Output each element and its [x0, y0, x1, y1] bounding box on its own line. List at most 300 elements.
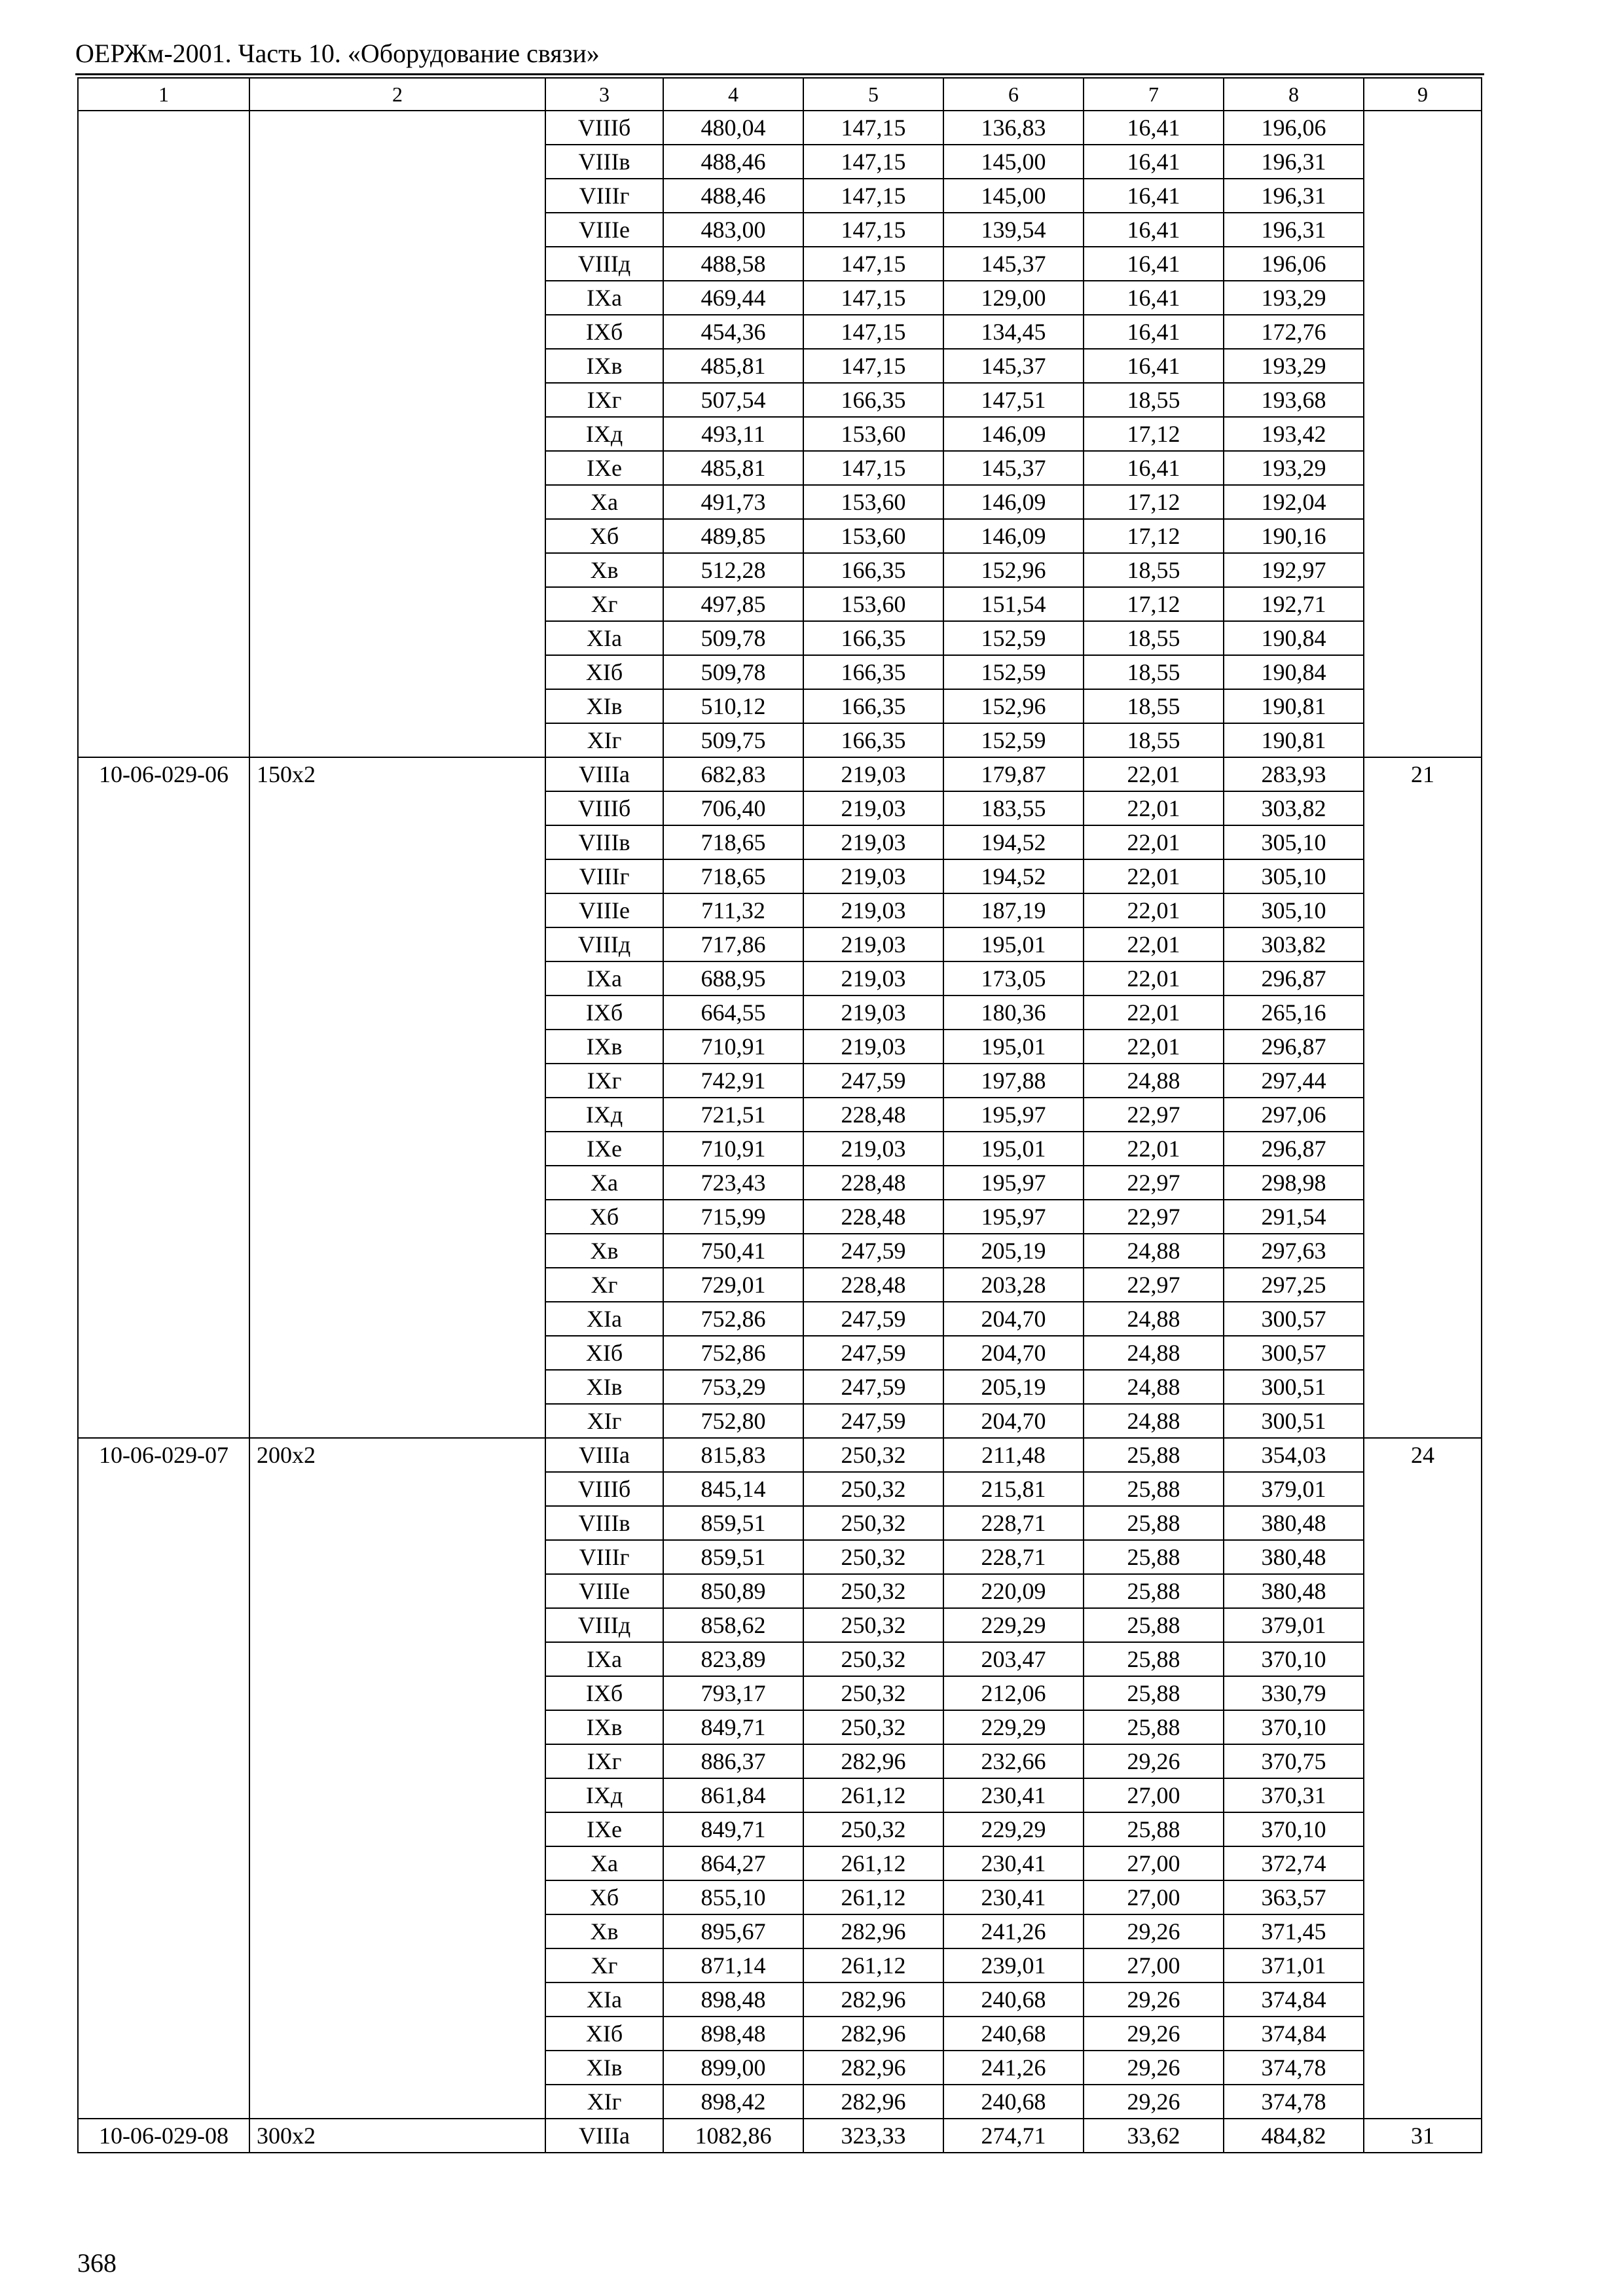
value-cell: 721,51	[663, 1098, 803, 1132]
value-cell: 24,88	[1084, 1336, 1224, 1370]
value-cell: 305,10	[1224, 893, 1364, 927]
value-cell: 239,01	[943, 1948, 1084, 1982]
value-cell: 250,32	[803, 1812, 943, 1846]
value-cell: 204,70	[943, 1404, 1084, 1438]
value-cell: 204,70	[943, 1336, 1084, 1370]
value-cell: 183,55	[943, 791, 1084, 825]
value-cell: 27,00	[1084, 1880, 1224, 1914]
value-cell: 146,09	[943, 485, 1084, 519]
zone-cell: VIIIб	[545, 111, 663, 145]
value-cell: 718,65	[663, 859, 803, 893]
value-cell: 250,32	[803, 1642, 943, 1676]
value-cell: 850,89	[663, 1574, 803, 1608]
zone-cell: VIIIб	[545, 1472, 663, 1506]
value-cell: 29,26	[1084, 2017, 1224, 2051]
value-cell: 682,83	[663, 757, 803, 791]
value-cell: 488,58	[663, 247, 803, 281]
value-cell: 469,44	[663, 281, 803, 315]
value-cell: 25,88	[1084, 1642, 1224, 1676]
value-cell: 195,01	[943, 1132, 1084, 1166]
value-cell: 300,57	[1224, 1336, 1364, 1370]
table-row	[78, 111, 1482, 145]
value-cell: 509,78	[663, 655, 803, 689]
value-cell: 134,45	[943, 315, 1084, 349]
zone-cell: IXа	[545, 961, 663, 996]
value-cell: 380,48	[1224, 1506, 1364, 1540]
value-cell: 153,60	[803, 485, 943, 519]
value-cell: 25,88	[1084, 1812, 1224, 1846]
value-cell: 232,66	[943, 1744, 1084, 1778]
value-cell: 17,12	[1084, 519, 1224, 553]
value-cell: 247,59	[803, 1336, 943, 1370]
value-cell: 859,51	[663, 1540, 803, 1574]
column-header-1: 1	[78, 78, 249, 111]
value-cell: 29,26	[1084, 1914, 1224, 1948]
value-cell: 752,80	[663, 1404, 803, 1438]
column-header-5: 5	[803, 78, 943, 111]
value-cell: 193,42	[1224, 417, 1364, 451]
value-cell: 29,26	[1084, 1982, 1224, 2017]
zone-cell: Xв	[545, 1234, 663, 1268]
value-cell: 17,12	[1084, 485, 1224, 519]
value-cell: 484,82	[1224, 2119, 1364, 2153]
value-cell: 297,06	[1224, 1098, 1364, 1132]
value-cell: 17,12	[1084, 587, 1224, 621]
value-cell: 219,03	[803, 757, 943, 791]
value-cell: 370,10	[1224, 1710, 1364, 1744]
value-cell: 219,03	[803, 893, 943, 927]
table-body	[78, 111, 1482, 2153]
value-cell: 147,15	[803, 145, 943, 179]
zone-cell: IXг	[545, 1064, 663, 1098]
value-cell: 179,87	[943, 757, 1084, 791]
value-cell: 204,70	[943, 1302, 1084, 1336]
value-cell: 247,59	[803, 1370, 943, 1404]
value-cell: 282,96	[803, 1982, 943, 2017]
value-cell: 742,91	[663, 1064, 803, 1098]
value-cell: 22,01	[1084, 791, 1224, 825]
value-cell: 480,04	[663, 111, 803, 145]
value-cell: 858,62	[663, 1608, 803, 1642]
value-cell: 27,00	[1084, 1948, 1224, 1982]
value-cell: 25,88	[1084, 1438, 1224, 1472]
value-cell: 241,26	[943, 2051, 1084, 2085]
value-cell: 219,03	[803, 791, 943, 825]
value-cell: 855,10	[663, 1880, 803, 1914]
zone-cell: IXг	[545, 1744, 663, 1778]
zone-cell: IXг	[545, 383, 663, 417]
value-cell: 864,27	[663, 1846, 803, 1880]
value-cell: 24,88	[1084, 1234, 1224, 1268]
value-cell: 147,15	[803, 179, 943, 213]
value-cell: 187,19	[943, 893, 1084, 927]
value-cell: 753,29	[663, 1370, 803, 1404]
value-cell: 196,31	[1224, 213, 1364, 247]
value-cell: 25,88	[1084, 1540, 1224, 1574]
value-cell: 152,59	[943, 621, 1084, 655]
value-cell: 22,01	[1084, 961, 1224, 996]
value-cell: 379,01	[1224, 1608, 1364, 1642]
value-cell: 16,41	[1084, 213, 1224, 247]
value-cell: 488,46	[663, 145, 803, 179]
value-cell: 380,48	[1224, 1574, 1364, 1608]
value-cell: 370,10	[1224, 1812, 1364, 1846]
value-cell: 219,03	[803, 996, 943, 1030]
value-cell: 379,01	[1224, 1472, 1364, 1506]
value-cell: 250,32	[803, 1710, 943, 1744]
value-cell: 18,55	[1084, 383, 1224, 417]
value-cell: 172,76	[1224, 315, 1364, 349]
value-cell: 282,96	[803, 2051, 943, 2085]
value-cell: 871,14	[663, 1948, 803, 1982]
value-cell: 219,03	[803, 825, 943, 859]
value-cell: 230,41	[943, 1846, 1084, 1880]
column-header-2: 2	[249, 78, 545, 111]
column-header-6: 6	[943, 78, 1084, 111]
value-cell: 229,29	[943, 1608, 1084, 1642]
value-cell: 24,88	[1084, 1064, 1224, 1098]
value-cell: 196,06	[1224, 111, 1364, 145]
value-cell: 274,71	[943, 2119, 1084, 2153]
value-cell: 17,12	[1084, 417, 1224, 451]
value-cell: 192,97	[1224, 553, 1364, 587]
value-cell: 715,99	[663, 1200, 803, 1234]
zone-cell: Xб	[545, 1880, 663, 1914]
zone-cell: IXа	[545, 1642, 663, 1676]
value-cell: 166,35	[803, 723, 943, 757]
value-cell: 29,26	[1084, 1744, 1224, 1778]
value-cell: 247,59	[803, 1234, 943, 1268]
zone-cell: XIа	[545, 1302, 663, 1336]
value-cell: 297,25	[1224, 1268, 1364, 1302]
value-cell: 203,28	[943, 1268, 1084, 1302]
value-cell: 265,16	[1224, 996, 1364, 1030]
value-cell: 229,29	[943, 1710, 1084, 1744]
value-cell: 147,15	[803, 451, 943, 485]
value-cell: 16,41	[1084, 315, 1224, 349]
zone-cell: XIг	[545, 1404, 663, 1438]
zone-cell: VIIIд	[545, 247, 663, 281]
value-cell: 282,96	[803, 2017, 943, 2051]
value-cell: 212,06	[943, 1676, 1084, 1710]
value-cell: 509,78	[663, 621, 803, 655]
value-cell: 282,96	[803, 2085, 943, 2119]
value-cell: 194,52	[943, 859, 1084, 893]
zone-cell: Xг	[545, 1268, 663, 1302]
value-cell: 895,67	[663, 1914, 803, 1948]
zone-cell: IXв	[545, 1030, 663, 1064]
zone-cell: Xа	[545, 485, 663, 519]
value-cell: 196,31	[1224, 179, 1364, 213]
value-cell: 363,57	[1224, 1880, 1364, 1914]
value-cell: 729,01	[663, 1268, 803, 1302]
zone-cell: IXа	[545, 281, 663, 315]
value-cell: 898,48	[663, 2017, 803, 2051]
value-cell: 195,01	[943, 927, 1084, 961]
value-cell: 230,41	[943, 1880, 1084, 1914]
value-cell: 195,97	[943, 1200, 1084, 1234]
group-size-cell	[249, 111, 545, 757]
value-cell: 193,29	[1224, 451, 1364, 485]
value-cell: 509,75	[663, 723, 803, 757]
page-number: 368	[77, 2248, 117, 2278]
value-cell: 25,88	[1084, 1676, 1224, 1710]
value-cell: 25,88	[1084, 1472, 1224, 1506]
value-cell: 1082,86	[663, 2119, 803, 2153]
value-cell: 152,59	[943, 655, 1084, 689]
value-cell: 24,88	[1084, 1370, 1224, 1404]
value-cell: 190,81	[1224, 723, 1364, 757]
zone-cell: XIа	[545, 621, 663, 655]
value-cell: 305,10	[1224, 859, 1364, 893]
zone-cell: IXв	[545, 349, 663, 383]
group-size-cell: 300х2	[249, 2119, 545, 2153]
value-cell: 323,33	[803, 2119, 943, 2153]
value-cell: 723,43	[663, 1166, 803, 1200]
value-cell: 153,60	[803, 587, 943, 621]
zone-cell: VIIIб	[545, 791, 663, 825]
value-cell: 196,31	[1224, 145, 1364, 179]
value-cell: 241,26	[943, 1914, 1084, 1948]
value-cell: 664,55	[663, 996, 803, 1030]
value-cell: 296,87	[1224, 1030, 1364, 1064]
value-cell: 147,15	[803, 247, 943, 281]
value-cell: 147,15	[803, 111, 943, 145]
value-cell: 250,32	[803, 1472, 943, 1506]
value-cell: 710,91	[663, 1030, 803, 1064]
value-cell: 197,88	[943, 1064, 1084, 1098]
value-cell: 192,04	[1224, 485, 1364, 519]
value-cell: 22,97	[1084, 1098, 1224, 1132]
value-cell: 823,89	[663, 1642, 803, 1676]
value-cell: 374,78	[1224, 2051, 1364, 2085]
value-cell: 297,44	[1224, 1064, 1364, 1098]
value-cell: 145,37	[943, 451, 1084, 485]
value-cell: 300,57	[1224, 1302, 1364, 1336]
value-cell: 485,81	[663, 451, 803, 485]
value-cell: 886,37	[663, 1744, 803, 1778]
value-cell: 147,15	[803, 315, 943, 349]
value-cell: 752,86	[663, 1302, 803, 1336]
group-code-cell: 10-06-029-08	[78, 2119, 249, 2153]
value-cell: 139,54	[943, 213, 1084, 247]
value-cell: 27,00	[1084, 1846, 1224, 1880]
value-cell: 25,88	[1084, 1506, 1224, 1540]
value-cell: 18,55	[1084, 553, 1224, 587]
value-cell: 330,79	[1224, 1676, 1364, 1710]
zone-cell: VIIIа	[545, 757, 663, 791]
value-cell: 282,96	[803, 1914, 943, 1948]
zone-cell: IXд	[545, 1778, 663, 1812]
zone-cell: XIв	[545, 1370, 663, 1404]
value-cell: 166,35	[803, 383, 943, 417]
value-cell: 845,14	[663, 1472, 803, 1506]
value-cell: 203,47	[943, 1642, 1084, 1676]
value-cell: 291,54	[1224, 1200, 1364, 1234]
value-cell: 228,48	[803, 1166, 943, 1200]
group-col9-cell: 21	[1364, 757, 1482, 1438]
value-cell: 136,83	[943, 111, 1084, 145]
table-header-row	[78, 78, 1482, 111]
value-cell: 16,41	[1084, 179, 1224, 213]
zone-cell: IXе	[545, 451, 663, 485]
zone-cell: XIб	[545, 2017, 663, 2051]
value-cell: 173,05	[943, 961, 1084, 996]
zone-cell: VIIIа	[545, 2119, 663, 2153]
value-cell: 752,86	[663, 1336, 803, 1370]
value-cell: 145,00	[943, 179, 1084, 213]
zone-cell: VIIIв	[545, 1506, 663, 1540]
zone-cell: IXд	[545, 417, 663, 451]
value-cell: 129,00	[943, 281, 1084, 315]
zone-cell: XIв	[545, 2051, 663, 2085]
value-cell: 717,86	[663, 927, 803, 961]
value-cell: 372,74	[1224, 1846, 1364, 1880]
value-cell: 750,41	[663, 1234, 803, 1268]
value-cell: 22,01	[1084, 996, 1224, 1030]
value-cell: 247,59	[803, 1064, 943, 1098]
group-code-cell	[78, 111, 249, 757]
zone-cell: IXб	[545, 996, 663, 1030]
value-cell: 146,09	[943, 519, 1084, 553]
value-cell: 25,88	[1084, 1574, 1224, 1608]
value-cell: 240,68	[943, 2017, 1084, 2051]
zone-cell: VIIIд	[545, 1608, 663, 1642]
value-cell: 228,48	[803, 1200, 943, 1234]
value-cell: 849,71	[663, 1710, 803, 1744]
zone-cell: XIг	[545, 723, 663, 757]
zone-cell: IXб	[545, 1676, 663, 1710]
table-row	[78, 1438, 1482, 1472]
value-cell: 16,41	[1084, 111, 1224, 145]
value-cell: 298,98	[1224, 1166, 1364, 1200]
value-cell: 211,48	[943, 1438, 1084, 1472]
value-cell: 24,88	[1084, 1404, 1224, 1438]
group-size-cell: 150х2	[249, 757, 545, 1438]
value-cell: 261,12	[803, 1948, 943, 1982]
group-code-cell: 10-06-029-07	[78, 1438, 249, 2119]
zone-cell: VIIIв	[545, 145, 663, 179]
zone-cell: IXе	[545, 1132, 663, 1166]
value-cell: 711,32	[663, 893, 803, 927]
value-cell: 29,26	[1084, 2051, 1224, 2085]
value-cell: 261,12	[803, 1846, 943, 1880]
value-cell: 250,32	[803, 1608, 943, 1642]
value-cell: 195,01	[943, 1030, 1084, 1064]
value-cell: 297,63	[1224, 1234, 1364, 1268]
column-header-3: 3	[545, 78, 663, 111]
value-cell: 250,32	[803, 1574, 943, 1608]
value-cell: 230,41	[943, 1778, 1084, 1812]
value-cell: 296,87	[1224, 1132, 1364, 1166]
value-cell: 898,48	[663, 1982, 803, 2017]
zone-cell: Xг	[545, 1948, 663, 1982]
value-cell: 303,82	[1224, 791, 1364, 825]
value-cell: 512,28	[663, 553, 803, 587]
value-cell: 147,15	[803, 213, 943, 247]
value-cell: 899,00	[663, 2051, 803, 2085]
value-cell: 22,01	[1084, 927, 1224, 961]
value-cell: 374,78	[1224, 2085, 1364, 2119]
value-cell: 718,65	[663, 825, 803, 859]
value-cell: 195,97	[943, 1166, 1084, 1200]
column-header-9: 9	[1364, 78, 1482, 111]
value-cell: 483,00	[663, 213, 803, 247]
value-cell: 18,55	[1084, 689, 1224, 723]
zone-cell: VIIIе	[545, 213, 663, 247]
value-cell: 22,01	[1084, 859, 1224, 893]
value-cell: 688,95	[663, 961, 803, 996]
value-cell: 153,60	[803, 519, 943, 553]
value-cell: 152,96	[943, 689, 1084, 723]
zone-cell: XIв	[545, 689, 663, 723]
value-cell: 493,11	[663, 417, 803, 451]
zone-cell: VIIIе	[545, 1574, 663, 1608]
value-cell: 219,03	[803, 927, 943, 961]
value-cell: 147,51	[943, 383, 1084, 417]
value-cell: 145,37	[943, 349, 1084, 383]
table-column-numbers	[78, 78, 1482, 111]
value-cell: 190,84	[1224, 621, 1364, 655]
value-cell: 240,68	[943, 1982, 1084, 2017]
value-cell: 282,96	[803, 1744, 943, 1778]
zone-cell: VIIIг	[545, 1540, 663, 1574]
value-cell: 196,06	[1224, 247, 1364, 281]
zone-cell: VIIIг	[545, 179, 663, 213]
value-cell: 27,00	[1084, 1778, 1224, 1812]
value-cell: 205,19	[943, 1234, 1084, 1268]
value-cell: 861,84	[663, 1778, 803, 1812]
value-cell: 250,32	[803, 1506, 943, 1540]
value-cell: 219,03	[803, 1030, 943, 1064]
value-cell: 815,83	[663, 1438, 803, 1472]
group-col9-cell	[1364, 111, 1482, 757]
value-cell: 219,03	[803, 1132, 943, 1166]
value-cell: 25,88	[1084, 1710, 1224, 1744]
zone-cell: XIг	[545, 2085, 663, 2119]
column-header-7: 7	[1084, 78, 1224, 111]
zone-cell: VIIIд	[545, 927, 663, 961]
zone-cell: Xв	[545, 1914, 663, 1948]
value-cell: 228,71	[943, 1506, 1084, 1540]
table-row	[78, 757, 1482, 791]
value-cell: 22,01	[1084, 757, 1224, 791]
zone-cell: VIIIг	[545, 859, 663, 893]
value-cell: 370,31	[1224, 1778, 1364, 1812]
value-cell: 146,09	[943, 417, 1084, 451]
group-code-cell: 10-06-029-06	[78, 757, 249, 1438]
value-cell: 859,51	[663, 1506, 803, 1540]
value-cell: 229,29	[943, 1812, 1084, 1846]
value-cell: 193,29	[1224, 349, 1364, 383]
value-cell: 497,85	[663, 587, 803, 621]
value-cell: 250,32	[803, 1540, 943, 1574]
page-header-title: ОЕРЖм-2001. Часть 10. «Оборудование связи»	[75, 39, 600, 68]
group-size-cell: 200х2	[249, 1438, 545, 2119]
value-cell: 215,81	[943, 1472, 1084, 1506]
value-cell: 145,37	[943, 247, 1084, 281]
value-cell: 250,32	[803, 1676, 943, 1710]
zone-cell: IXд	[545, 1098, 663, 1132]
value-cell: 194,52	[943, 825, 1084, 859]
value-cell: 510,12	[663, 689, 803, 723]
value-cell: 371,45	[1224, 1914, 1364, 1948]
zone-cell: XIб	[545, 1336, 663, 1370]
value-cell: 153,60	[803, 417, 943, 451]
value-cell: 706,40	[663, 791, 803, 825]
value-cell: 793,17	[663, 1676, 803, 1710]
value-cell: 24,88	[1084, 1302, 1224, 1336]
